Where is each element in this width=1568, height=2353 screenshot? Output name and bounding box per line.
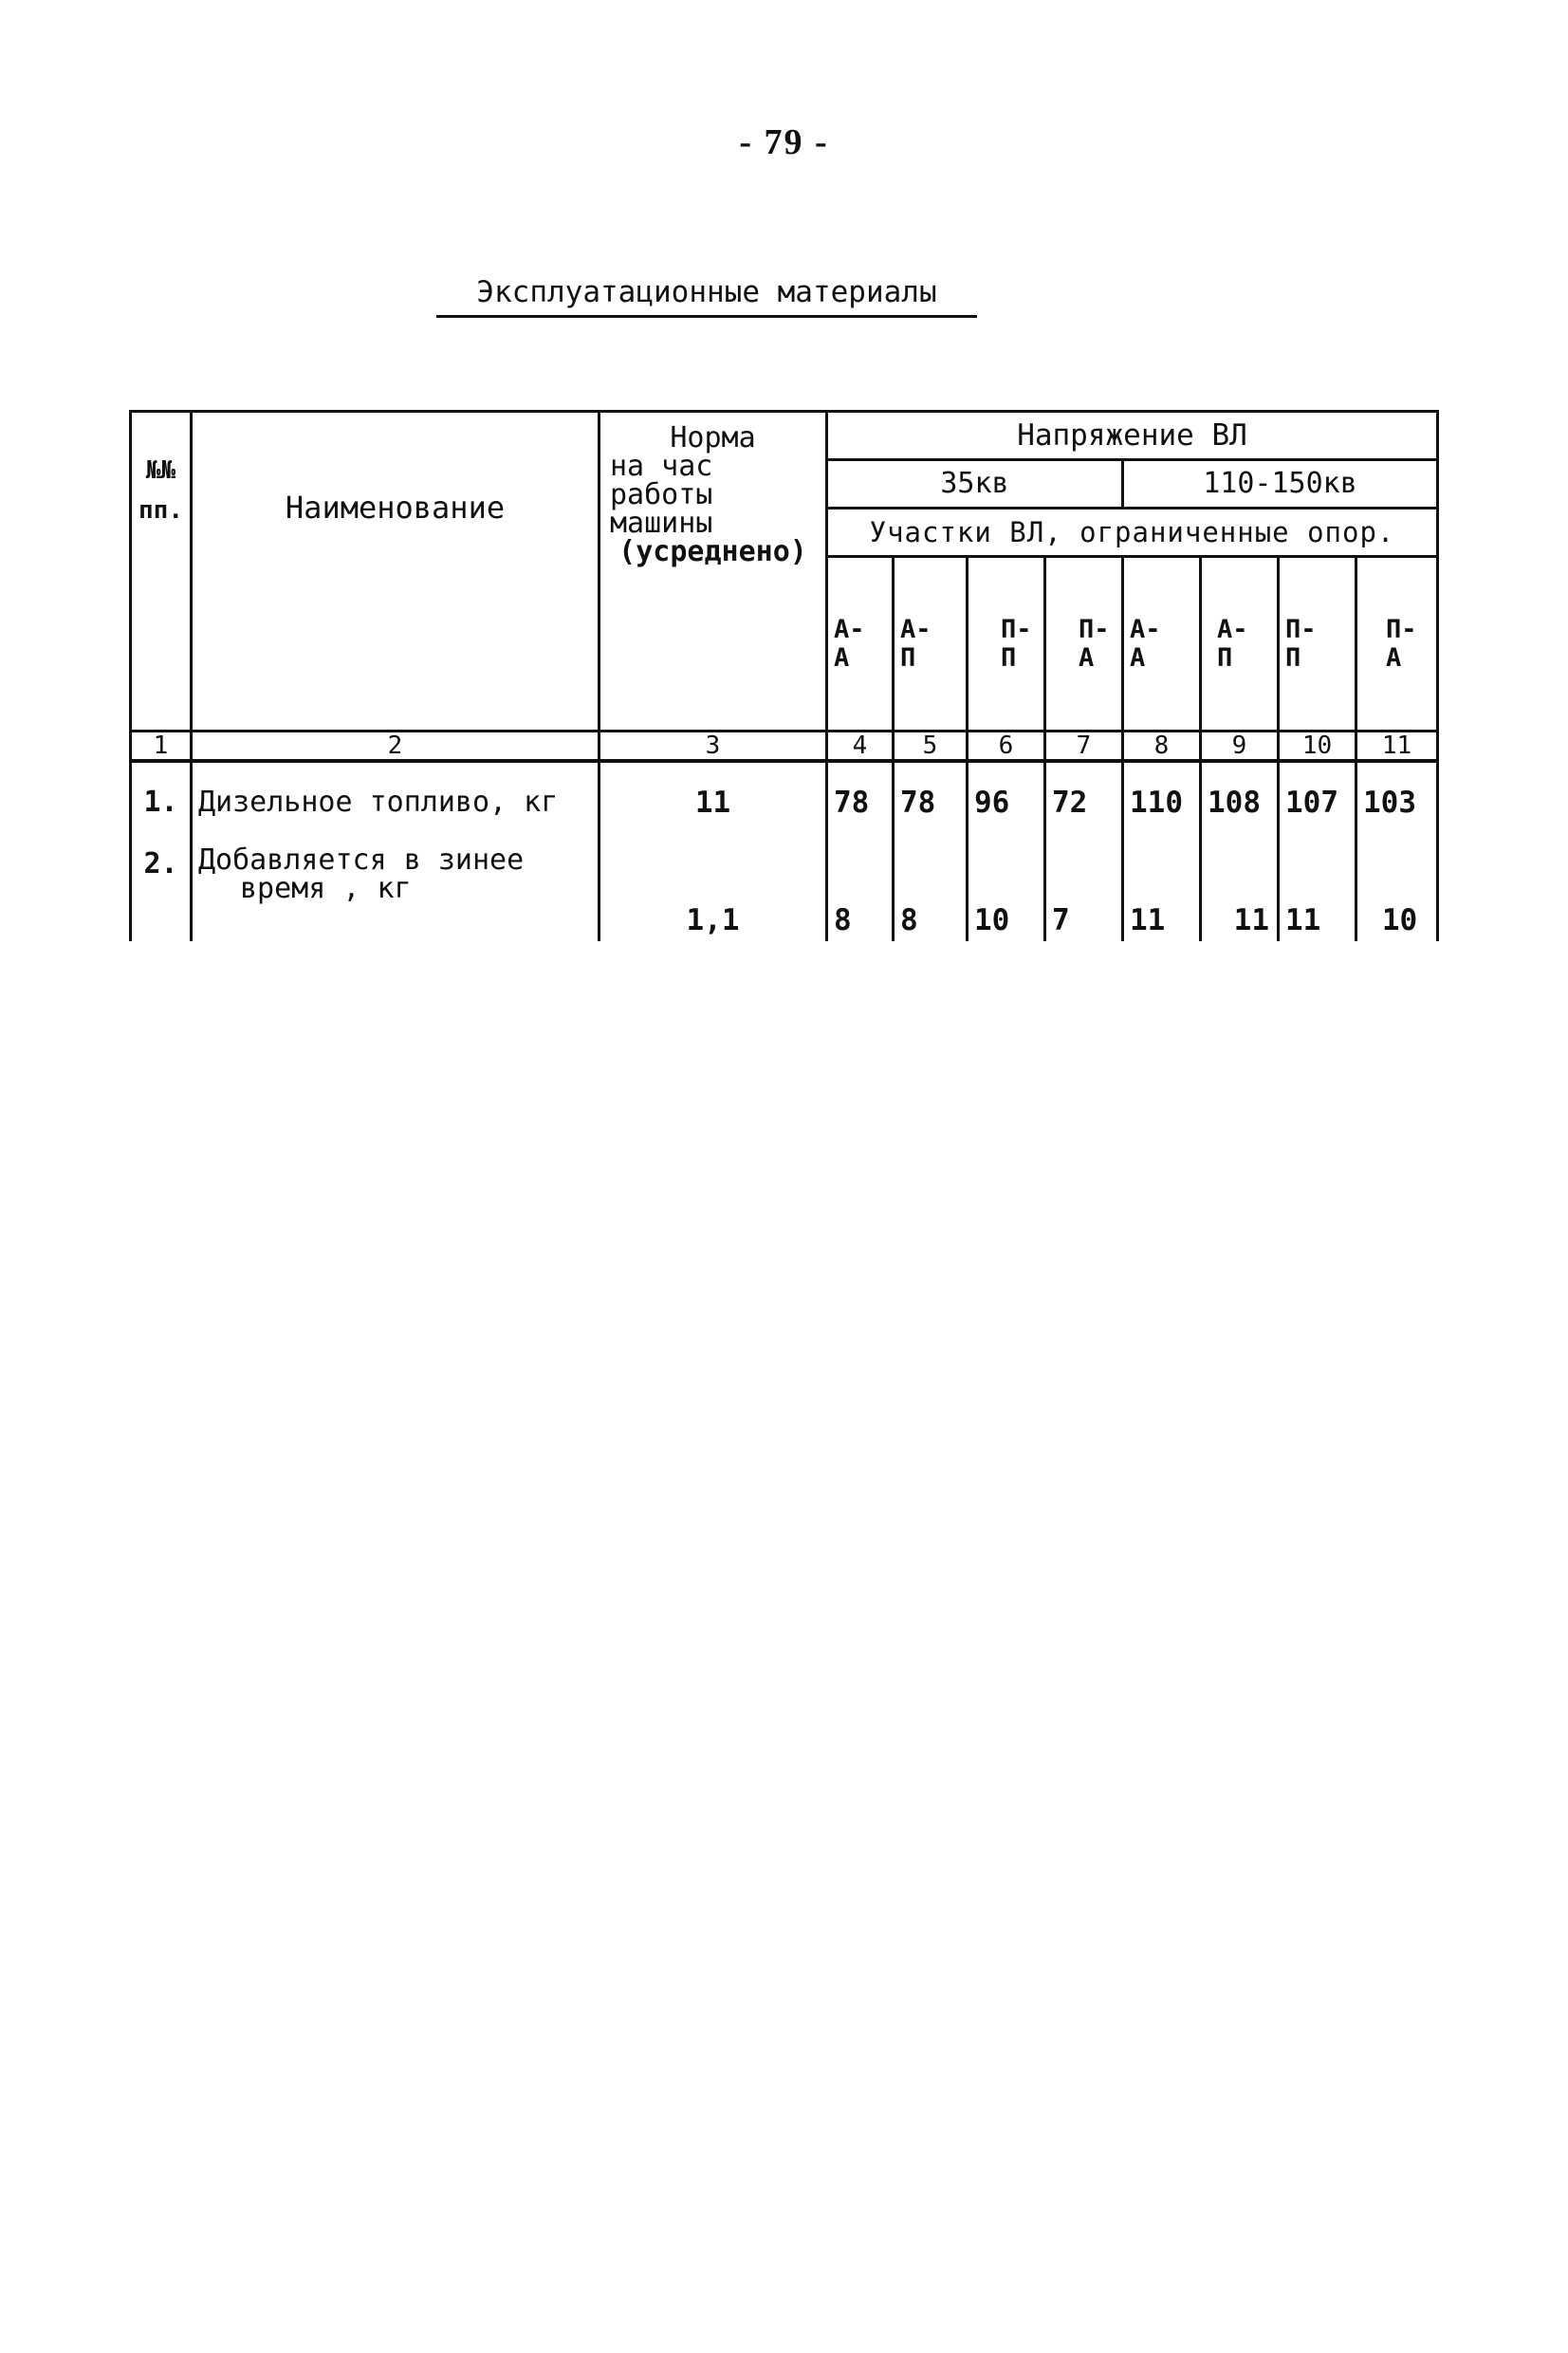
section-title: Эксплуатационные материалы xyxy=(436,275,977,318)
row-value: 72 xyxy=(1045,761,1123,843)
column-number: 7 xyxy=(1045,732,1123,762)
segment-code-cell: А- П xyxy=(1201,557,1279,732)
row-value: 8 xyxy=(894,843,968,941)
column-number: 4 xyxy=(827,732,894,762)
segment-code-cell: П- П xyxy=(1279,557,1356,732)
header-norm-cell xyxy=(600,412,827,732)
page-number: - 79 - xyxy=(739,122,829,162)
header-norm-line: Норма xyxy=(670,421,756,454)
segment-code-cell: А- А xyxy=(1123,557,1201,732)
materials-table-wrapper xyxy=(129,410,1439,941)
segment-code-cell: А- П xyxy=(894,557,968,732)
row-value: 103 xyxy=(1356,761,1438,843)
header-norm-line: (усреднено) xyxy=(618,535,807,568)
row-name: Дизельное топливо, кг xyxy=(192,761,600,843)
segment-code-cell: А- А xyxy=(827,557,894,732)
column-number: 2 xyxy=(192,732,600,762)
column-number: 3 xyxy=(600,732,827,762)
materials-table xyxy=(129,410,1439,941)
column-number: 9 xyxy=(1201,732,1279,762)
header-norm-line: машины xyxy=(610,507,713,540)
header-row-1 xyxy=(131,412,1438,460)
header-num-label-2: пп. xyxy=(138,496,183,525)
header-num-cell xyxy=(131,412,192,732)
row-value: 11 xyxy=(1279,843,1356,941)
row-value: 10 xyxy=(1356,843,1438,941)
row-name-line: время , кг xyxy=(240,872,412,905)
row-value: 8 xyxy=(827,843,894,941)
row-value: 96 xyxy=(968,761,1045,843)
header-group-110-150kv: 110-150кв xyxy=(1123,460,1438,509)
row-value: 11 xyxy=(1123,843,1201,941)
row-value: 110 xyxy=(1123,761,1201,843)
row-value: 78 xyxy=(827,761,894,843)
row-name xyxy=(192,843,600,941)
header-norm-line: работы xyxy=(610,478,713,511)
segment-code-cell: П- П xyxy=(968,557,1045,732)
header-group-35kv: 35кв xyxy=(827,460,1123,509)
row-value: 7 xyxy=(1045,843,1123,941)
row-norm: 11 xyxy=(600,761,827,843)
row-value: 108 xyxy=(1201,761,1279,843)
column-number: 6 xyxy=(968,732,1045,762)
row-number: 2. xyxy=(131,843,192,941)
table-row xyxy=(131,843,1438,941)
row-name-line: Добавляется в зинее xyxy=(198,843,525,877)
row-number: 1. xyxy=(131,761,192,843)
row-value: 10 xyxy=(968,843,1045,941)
column-number: 5 xyxy=(894,732,968,762)
column-number: 11 xyxy=(1356,732,1438,762)
segment-code-cell: П- А xyxy=(1356,557,1438,732)
segment-code-cell: П- А xyxy=(1045,557,1123,732)
header-segments-cell: Участки ВЛ, ограниченные опор. xyxy=(827,509,1438,557)
column-number: 8 xyxy=(1123,732,1201,762)
row-norm: 1,1 xyxy=(600,843,827,941)
header-voltage-cell xyxy=(827,412,1438,460)
table-row xyxy=(131,761,1438,843)
column-number-row xyxy=(131,732,1438,762)
column-number: 1 xyxy=(131,732,192,762)
row-value: 107 xyxy=(1279,761,1356,843)
header-num-label-1: №№ xyxy=(145,456,176,485)
row-value: 11 xyxy=(1201,843,1279,941)
column-number: 10 xyxy=(1279,732,1356,762)
header-voltage-label: Напряжение ВЛ xyxy=(1017,417,1247,453)
header-name-label: Наименование xyxy=(285,490,506,526)
header-norm-line: на час xyxy=(610,450,713,483)
header-name-cell xyxy=(192,412,600,732)
row-value: 78 xyxy=(894,761,968,843)
